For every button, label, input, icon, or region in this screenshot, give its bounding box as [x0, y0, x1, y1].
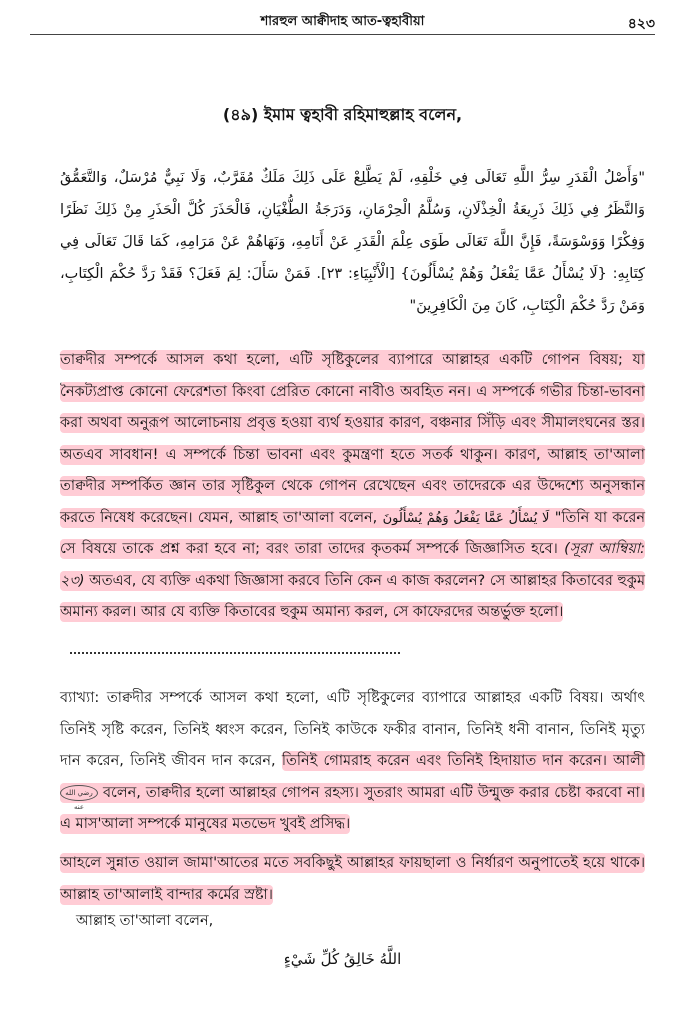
translation-text-a: তাক্বদীর সম্পর্কে আসল কথা হলো, এটি সৃষ্টিকুলের ব্যাপারে আল্লাহর একটি গোপন বিষয়; যা নৈকট্যপ্রাপ্ত কোনো ফেরেশতা কিংবা প্রেরিত কোনো নাবীও অবহিত নন। এ সম্পর্কে গভীর চিন্তা-ভাবনা করা অথবা অনুরূপ আলোচনায় প্রবৃত্ত হওয়া ব্যর্থ হওয়ার কারণ, বঞ্চনার সিঁড়ি এবং সীমালংঘনের স্তর। অতএব সাবধান! এ সম্পর্কে চিন্তা ভাবনা এবং কুমন্ত্রণা হতে সতর্ক থাকুন। কারণ, আল্লাহ তা'আলা তাক্বদীর সম্পর্কিত জ্ঞান তার সৃষ্টিকুল থেকে গোপন রেখেছেন এবং তাদেরকে এর উদ্দেশ্যে অনুসন্ধান করতে নিষেধ করেছেন। যেমন, আল্লাহ তা'আলা বলেন, [60, 352, 645, 526]
explanation-paragraph [60, 683, 645, 841]
radiallahu-seal-icon: رضي الله عنه [60, 785, 98, 801]
arabic-quote: "وَأَصْلُ الْقَدَرِ سِرُّ اللَّهِ تَعَالَى فِي خَلْقِهِ، لَمْ يَطَّلِعْ عَلَى ذَلِكَ مَلَكٌ مُقَرَّبٌ، وَلَا نَبِيٌّ مُرْسَلٌ، وَالتَّعَمُّقُ وَالنَّظَرُ فِي ذَلِكَ ذَرِيعَةُ الْخِذْلَانِ، وَسُلَّمُ الْحِرْمَانِ، وَدَرَجَةُ الطُّغْيَانِ، فَالْحَذَرَ كُلَّ الْحَذَرِ مِنْ ذَلِكَ نَظَرًا وَفِكْرًا وَوَسْوَسَةً، فَإِنَّ اللَّهَ تَعَالَى طَوَى عِلْمَ الْقَدَرِ عَنْ أَنَامِهِ، وَنَهَاهُمْ عَنْ مَرَامِهِ، كَمَا قَالَ تَعَالَى فِي كِتَابِهِ: {لَا يُسْأَلُ عَمَّا يَفْعَلُ وَهُمْ يُسْأَلُونَ} [الْأَنْبِيَاءِ: ٢٣]. فَمَنْ سَأَلَ: لِمَ فَعَلَ؟ فَقَدْ رَدَّ حُكْمَ الْكِتَابِ، وَمَنْ رَدَّ حُكْمَ الْكِتَابِ، كَانَ مِنَ الْكَافِرِينَ" [60, 170, 645, 314]
allah-says-line: আল্লাহ তা'আলা বলেন, [76, 913, 214, 929]
final-arabic-verse: اللَّهُ خَالِقُ كُلِّ شَيْءٍ [283, 950, 402, 968]
explanation-text-hl1: তিনিই গোমরাহ করেন এবং তিনিই হিদায়াত দান করেন। আলী [281, 753, 646, 769]
page-number: ৪২৩ [627, 16, 655, 32]
page-header [30, 10, 655, 35]
highlighted-text: আহলে সুন্নাত ওয়াল জামা'আতের মতে সবকিছুই আল্লাহর ফায়ছালা ও নির্ধারণ অনুপাতেই হয়ে থাকে। আল্লাহ তা'আলাই বান্দার কর্মের স্রষ্টা। [60, 855, 645, 903]
translation-paragraph [60, 345, 645, 629]
section-heading: (৪৯) ইমাম ত্বহাবী রহিমাহুল্লাহ বলেন, [222, 105, 463, 124]
translation-text-b: "তিনি যা করেন সে বিষয়ে তাকে প্রশ্ন করা হবে না; বরং তারা তাদের কৃতকর্ম সম্পর্কে জিজ্ঞাসিত হবে। [60, 509, 645, 557]
explanation-text-a: ব্যাখ্যা: তাক্বদীর সম্পর্কে আসল কথা হলো, এটি সৃষ্টিকুলের ব্যাপারে আল্লাহর একটি বিষয়। অর্থাৎ তিনিই সৃষ্টি করেন, তিনিই ধ্বংস করেন, তিনিই কাউকে ফকীর বানান, তিনিই ধনী বানান, তিনিই মৃত্যু দান করেন, তিনিই জীবন দান করেন, [60, 690, 645, 769]
explanation-text-hl2: বলেন, তাক্বদীর হলো আল্লাহর গোপন রহস্য। সুতরাং আমরা এটি উন্মুক্ত করার চেষ্টা করবো না। এ মাস'আলা সম্পর্কে মানুষের মতভেদ খুবই প্রসিদ্ধ। [60, 784, 645, 832]
book-title: শারহুল আক্বীদাহ আত-ত্বহাবীয়া [260, 14, 425, 29]
highlighted-text [60, 350, 645, 622]
ahlus-sunnah-paragraph [60, 848, 645, 911]
quran-inline-arabic: لَا يُسْأَلُ عَمَّا يَفْعَلُ وَهُمْ يُسْأَلُونَ [382, 510, 550, 526]
translation-text-c: অতএব, যে ব্যক্তি একথা জিজ্ঞাসা করবে তিনি কেন এ কাজ করলেন? সে আল্লাহর কিতাবের হুকুম অমান্য করল। আর যে ব্যক্তি কিতাবের হুকুম অমান্য করল, সে কাফেরদের অন্তর্ভুক্ত হলো। [60, 572, 646, 620]
dotted-separator [70, 652, 400, 654]
surah-reference: (সূরা আম্বিয়া: ২৩) [60, 541, 646, 589]
